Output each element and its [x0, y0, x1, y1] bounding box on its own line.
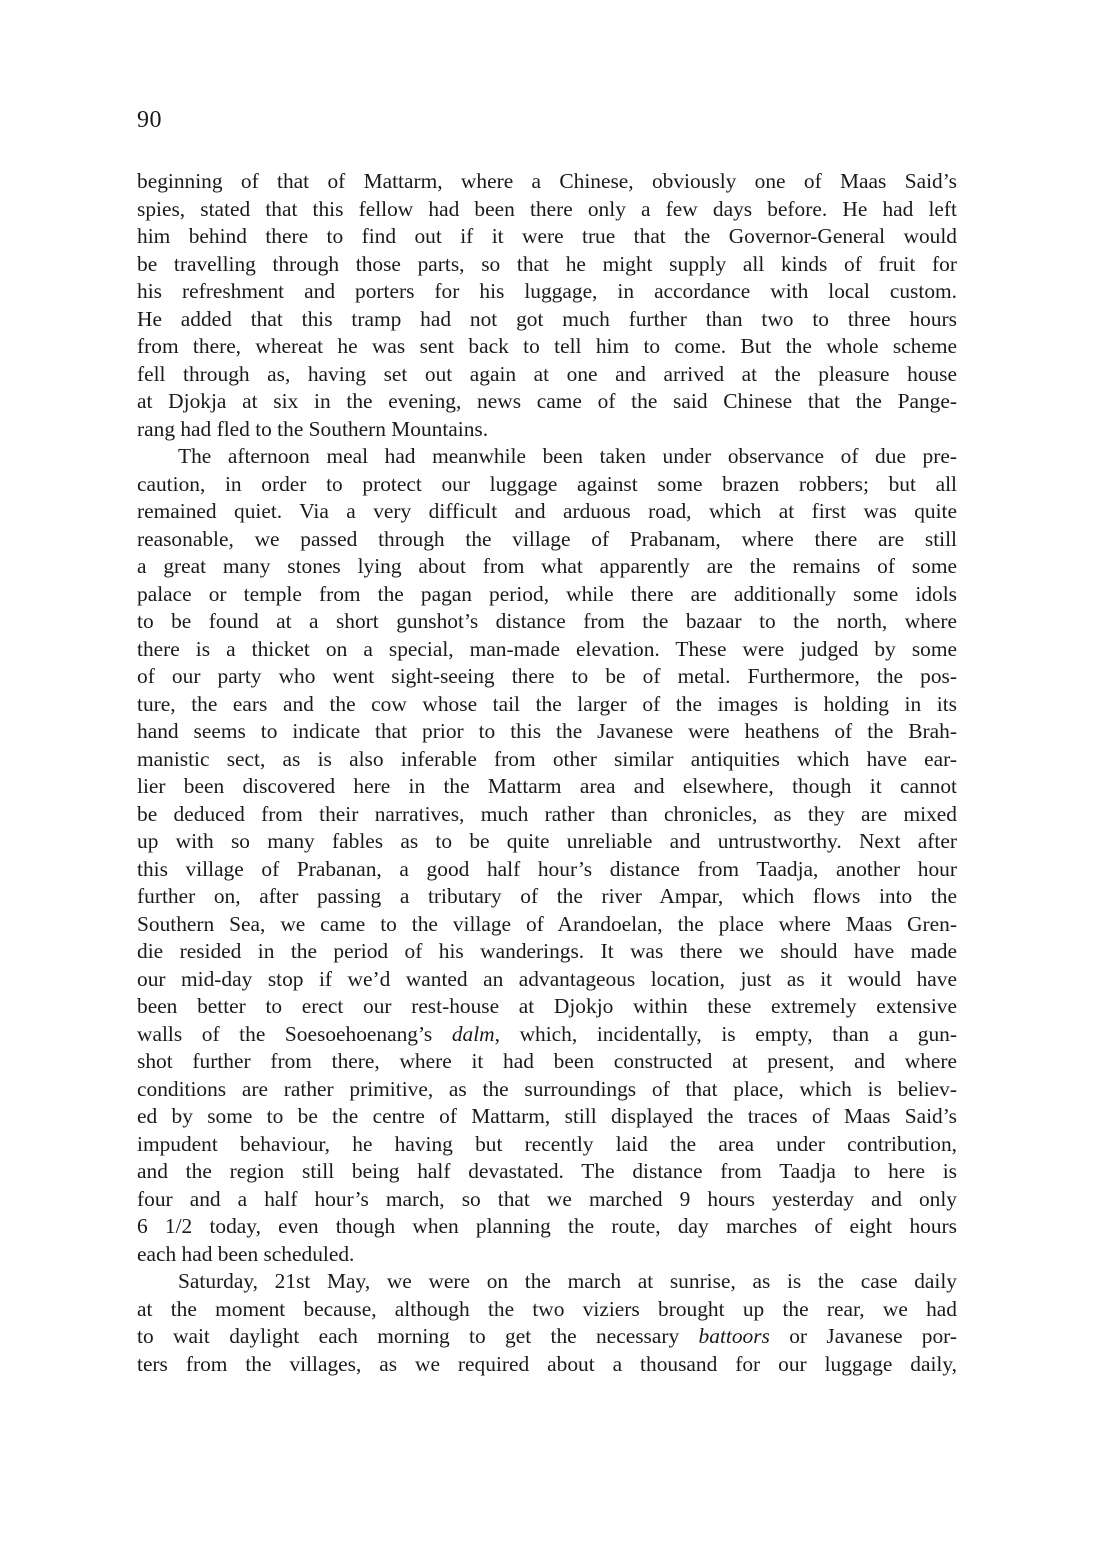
text-line: four and a half hour’s march, so that we marched 9 hours yesterday and only — [137, 1186, 957, 1211]
text-line: die resided in the period of his wanderings. It was there we should have made — [137, 939, 957, 963]
text-line: up with so many fables as to be quite unreliable and untrustworthy. Next after — [137, 829, 957, 853]
text-line — [137, 1021, 957, 1049]
text-line — [137, 1323, 957, 1351]
italic-term: dalm — [451, 1021, 495, 1046]
text-line: at Djokja at six in the evening, news came of the said Chinese that the Pange- — [137, 389, 957, 413]
text-line: further on, after passing a tributary of the river Ampar, which flows into the — [137, 884, 957, 908]
text-line: caution, in order to protect our luggage against some brazen robbers; but all — [137, 471, 957, 496]
text-line: ed by some to be the centre of Mattarm, still displayed the traces of Maas Said’s — [137, 1104, 957, 1128]
text-line: and the region still being half devastated. The distance from Taadja to here is — [137, 1159, 957, 1183]
text-run: walls of the Soesoehoenang’s — [137, 1021, 452, 1046]
text-line: ture, the ears and the cow whose tail the larger of the images is holding in its — [137, 691, 957, 716]
text-line: The afternoon meal had meanwhile been taken under observance of due pre- — [178, 444, 957, 468]
text-line: impudent behaviour, he having but recently laid the area under contribution, — [137, 1131, 957, 1156]
text-line: lier been discovered here in the Mattarm area and elsewhere, though it cannot — [137, 774, 957, 798]
text-line: be travelling through those parts, so that he might supply all kinds of fruit for — [137, 251, 957, 276]
text-line: remained quiet. Via a very difficult and arduous road, which at first was quite — [137, 499, 957, 523]
text-line: rang had fled to the Southern Mountains. — [137, 416, 489, 441]
page-number: 90 — [137, 107, 162, 133]
text-line: to be found at a short gunshot’s distance from the bazaar to the north, where — [137, 609, 957, 633]
text-line: 6 1/2 today, even though when planning the route, day marches of eight hours — [137, 1214, 957, 1238]
text-line: each had been scheduled. — [137, 1241, 355, 1266]
text-line: palace or temple from the pagan period, while there are additionally some idols — [137, 581, 957, 606]
italic-term: battoors — [698, 1324, 770, 1348]
text-line: fell through as, having set out again at one and arrived at the pleasure house — [137, 361, 957, 386]
text-line: spies, stated that this fellow had been there only a few days before. He had left — [137, 196, 957, 221]
text-run: or Javanese por- — [769, 1324, 958, 1348]
body-text — [137, 168, 957, 1378]
text-line: reasonable, we passed through the village of Prabanam, where there are still — [137, 526, 957, 551]
text-line: conditions are rather primitive, as the surroundings of that place, which is believ- — [137, 1076, 957, 1101]
text-line: been better to erect our rest-house at Djokjo within these extremely extensive — [137, 994, 957, 1018]
text-line: at the moment because, although the two viziers brought up the rear, we had — [137, 1296, 957, 1321]
text-line: of our party who went sight-seeing there to be of metal. Furthermore, the pos- — [137, 664, 957, 688]
text-line: shot further from there, where it had been constructed at present, and where — [137, 1049, 957, 1073]
text-line: from there, whereat he was sent back to tell him to come. But the whole scheme — [137, 334, 957, 358]
text-line: beginning of that of Mattarm, where a Chinese, obviously one of Maas Said’s — [137, 169, 957, 193]
text-line: He added that this tramp had not got much further than two to three hours — [137, 306, 957, 331]
text-run: , which, incidentally, is empty, than a gun- — [494, 1021, 957, 1046]
text-line: our mid-day stop if we’d wanted an advantageous location, just as it would have — [137, 966, 957, 991]
text-line: him behind there to find out if it were true that the Governor-General would — [137, 224, 957, 248]
text-line: be deduced from their narratives, much rather than chronicles, as they are mixed — [137, 801, 957, 826]
text-line: manistic sect, as is also inferable from other similar antiquities which have ear- — [137, 746, 957, 771]
text-line: hand seems to indicate that prior to this the Javanese were heathens of the Brah- — [137, 719, 957, 743]
text-line: this village of Prabanan, a good half hour’s distance from Taadja, another hour — [137, 856, 957, 881]
text-line: his refreshment and porters for his luggage, in accordance with local custom. — [137, 279, 957, 303]
text-line: ters from the villages, as we required about a thousand for our luggage daily, — [137, 1351, 957, 1376]
text-line: there is a thicket on a special, man-made elevation. These were judged by some — [137, 636, 957, 661]
text-line: Southern Sea, we came to the village of Arandoelan, the place where Maas Gren- — [137, 911, 957, 936]
text-run: to wait daylight each morning to get the necessary — [137, 1324, 699, 1348]
text-line: a great many stones lying about from what apparently are the remains of some — [137, 554, 957, 578]
text-line: Saturday, 21st May, we were on the march at sunrise, as is the case daily — [178, 1269, 957, 1293]
